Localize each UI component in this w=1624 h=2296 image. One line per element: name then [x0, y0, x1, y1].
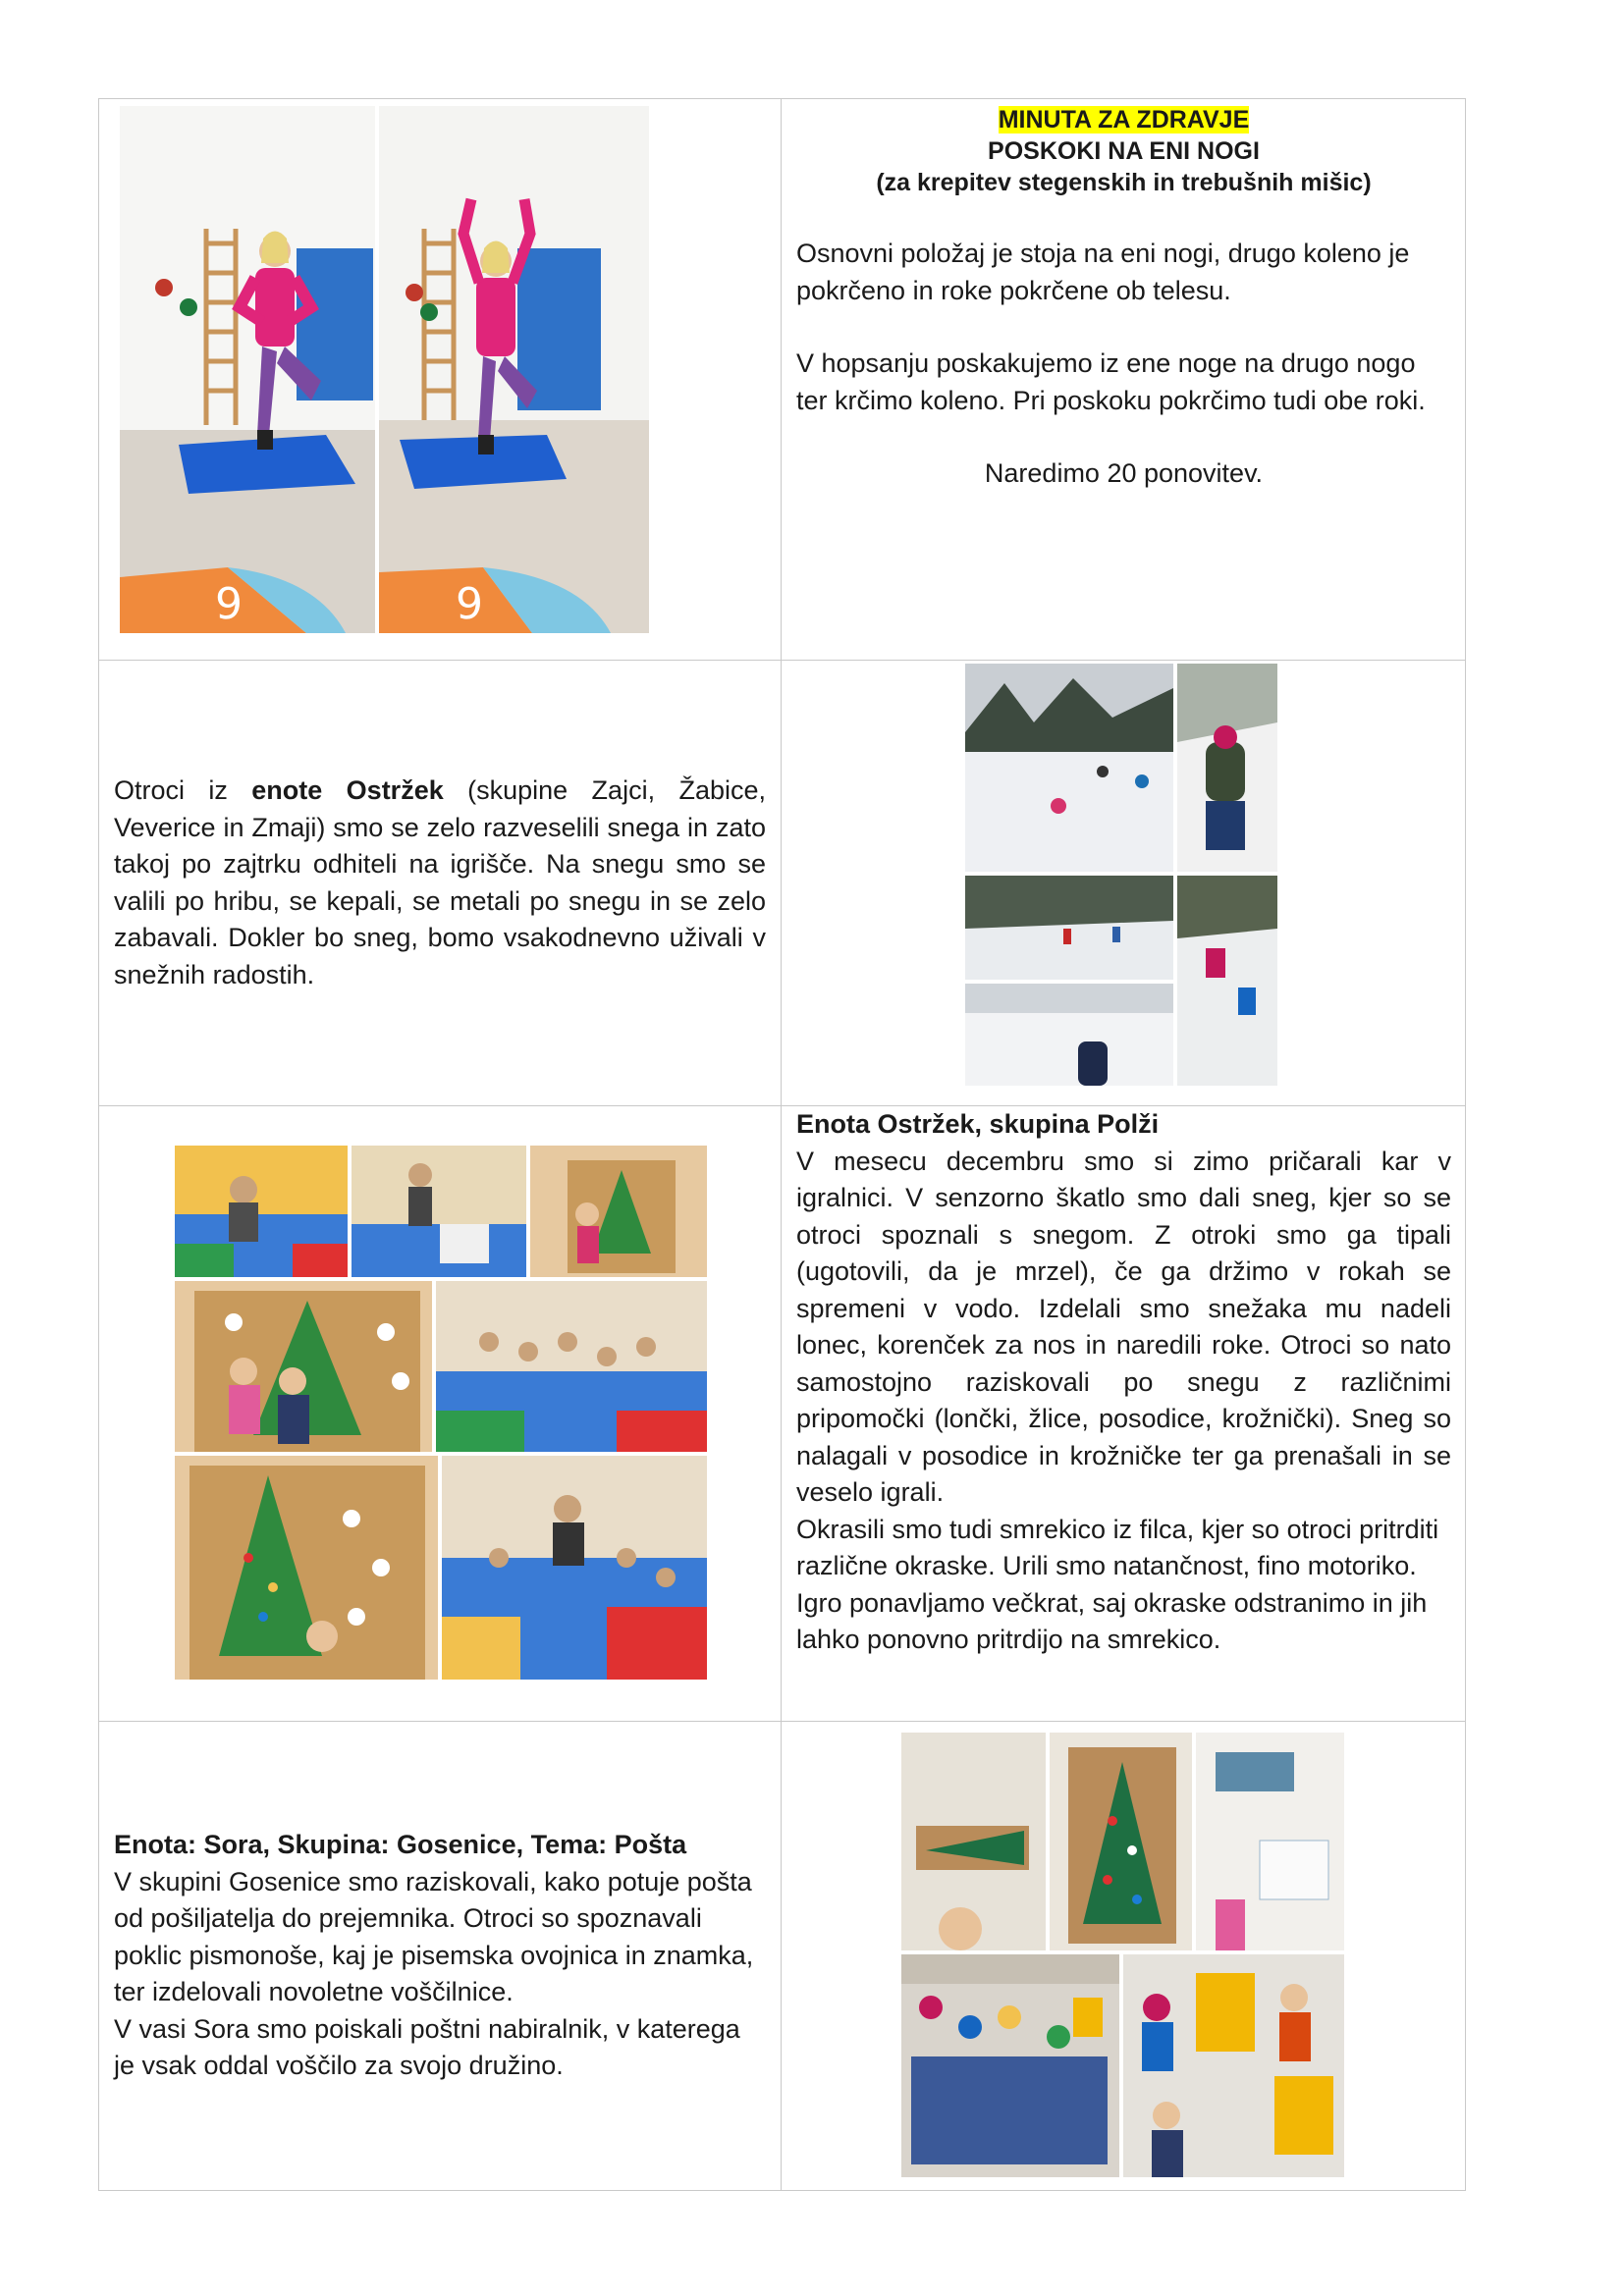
exercise-start-position: Osnovni položaj je stoja na eni nogi, drugo koleno je pokrčeno in roke pokrčene ob telesu. [796, 239, 1410, 305]
gosenice-photos-cell [782, 1722, 1466, 2191]
polzi-text-cell [782, 1106, 1466, 1722]
polzi-collage [175, 1146, 707, 1680]
gosenice-collage [901, 1733, 1344, 2177]
row-exercise [99, 99, 1466, 661]
document-table [98, 98, 1466, 2191]
snow-play-photos-cell [782, 661, 1466, 1106]
exercise-photo [120, 106, 649, 633]
snow-play-text-cell [99, 661, 782, 1106]
exercise-photo-cell [99, 99, 782, 661]
exercise-text-cell [782, 99, 1466, 661]
exercise-subtitle-purpose: (za krepitev stegenskih in trebušnih mišic) [876, 169, 1372, 196]
polzi-heading: Enota Ostržek, skupina Polži [796, 1109, 1160, 1139]
polzi-photos-cell [99, 1106, 782, 1722]
gosenice-paragraph-post: V skupini Gosenice smo raziskovali, kako potuje pošta od pošiljatelja do prejemnika. Otroci so spoznavali poklic pismonoše, kaj je pisemska ovojnica in znamka, ter izdelovali novoletne voščilnice. [114, 1866, 754, 2007]
polzi-paragraph-tree: Okrasili smo tudi smrekico iz filca, kjer so otroci pritrditi različne okraske. Urili smo natančnost, fino motoriko. Igro ponavljamo večkrat, saj okraske odstranimo in jih lahko ponovno pritrdijo na smrekico. [796, 1514, 1439, 1654]
exercise-title: MINUTA ZA ZDRAVJE [998, 106, 1250, 133]
snow-play-text-rest: (skupine Zajci, Žabice, Veverice in Zmaji) smo se zelo razveselili snega in zato takoj po zajtrku odhiteli na igrišče. Na snegu smo se valili po hribu, se kepali, se metali po snegu in se zelo zabavali. Dokler bo sneg, bomo vsakodnevno uživali v snežnih radostih. [114, 775, 766, 989]
snow-play-text [99, 773, 781, 993]
exercise-repetitions: Naredimo 20 ponovitev. [984, 458, 1264, 488]
exercise-description: V hopsanju poskakujemo iz ene noge na drugo nogo ter krčimo koleno. Pri poskoku pokrčimo tudi obe roki. [796, 348, 1426, 415]
gosenice-paragraph-mailbox: V vasi Sora smo poiskali poštni nabiralnik, v katerega je vsak oddal voščilo za svojo družino. [114, 2013, 740, 2081]
row-gosenice [99, 1722, 1466, 2191]
snow-play-unit-name: enote Ostržek [251, 775, 444, 805]
polzi-paragraph-snow: V mesecu decembru smo si zimo pričarali kar v igralnici. V senzorno škatlo smo dali sneg, kjer so se otroci spoznali s snegom. Z otroki smo ga tipali (ugotovili, da je mrzel), če ga držimo v rokah se spremeni v vodo. Izdelali smo snežaka mu nadeli lonec, korenček za nos in naredili roke. Otroci so nato samostojno raziskovali po snegu z različnimi pripomočki (lončki, žlice, posodice, krožnički). Sneg so nalagali v posodice in krožničke ter ga prenašali in se veselo igrali. [796, 1146, 1451, 1507]
gosenice-text-cell [99, 1722, 782, 2191]
snow-play-text-start: Otroci iz [114, 775, 252, 805]
row-snow-play [99, 661, 1466, 1106]
exercise-subtitle: POSKOKI NA ENI NOGI [988, 137, 1260, 165]
svg-text:6: 6 [456, 576, 483, 626]
svg-text:6: 6 [215, 576, 243, 626]
row-polzi [99, 1106, 1466, 1722]
gosenice-heading: Enota: Sora, Skupina: Gosenice, Tema: Pošta [114, 1830, 687, 1860]
snow-play-collage [965, 664, 1277, 1086]
